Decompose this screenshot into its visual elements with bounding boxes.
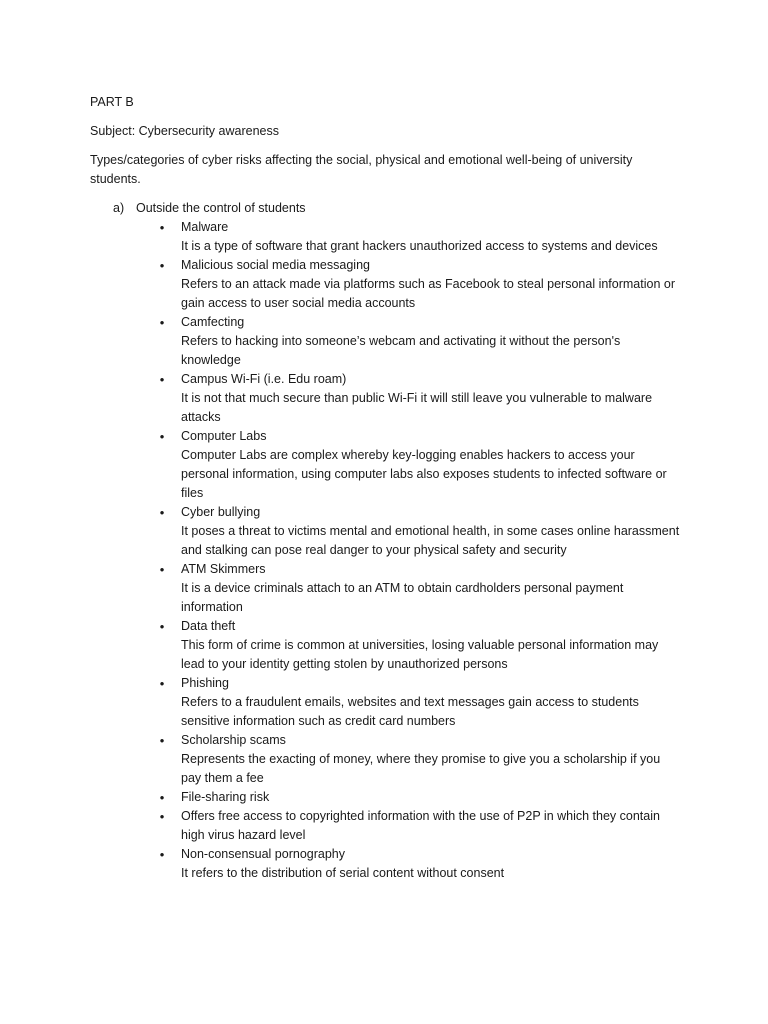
list-item-title: Campus Wi-Fi (i.e. Edu roam) [181,372,347,386]
list-item-description: Refers to a fraudulent emails, websites and text messages gain access to students sensitive information such as credit card numbers [181,695,639,728]
bullet-icon: • [159,505,165,520]
list-item [0,845,681,883]
list-item-text [181,503,681,560]
bullet-icon: • [159,847,165,862]
bullet-icon: • [159,220,165,235]
list-item-text [181,788,681,807]
list-item-text [181,845,681,883]
list-item-description: It is a type of software that grant hackers unauthorized access to systems and devices [181,239,658,253]
list-item-text [181,674,681,731]
list-item [0,788,681,807]
list-item [0,674,681,731]
list-item-title: Computer Labs [181,429,267,443]
list-item-title: Scholarship scams [181,733,286,747]
list-item-title: Malware [181,220,229,234]
list-item-title: File-sharing risk [181,790,270,804]
list-item [0,256,681,313]
list-item-title: Offers free access to copyrighted information with the use of P2P in which they contain high virus hazard level [181,809,660,842]
bullet-icon: • [159,315,165,330]
bullet-icon: • [159,372,165,387]
list-item-text [181,313,681,370]
list-item [0,370,681,427]
list-item-title: Non-consensual pornography [181,847,345,861]
part-heading: PART B [90,95,134,109]
list-item-text [181,560,681,617]
list-item-text [181,370,681,427]
list-item-description: It refers to the distribution of serial content without consent [181,866,505,880]
list-item-text [181,617,681,674]
list-item-description: Refers to hacking into someone’s webcam and activating it without the person's knowledge [181,334,621,367]
bullet-icon: • [159,562,165,577]
bullet-icon: • [159,429,165,444]
bullet-icon: • [159,676,165,691]
list-item [0,617,681,674]
list-item-text [181,256,681,313]
list-item-description: It poses a threat to victims mental and emotional health, in some cases online harassment and stalking can pose real danger to your physical safety and security [181,524,680,557]
list-item-description: It is a device criminals attach to an ATM to obtain cardholders personal payment information [181,581,624,614]
list-item-text [181,807,681,845]
list-item-description: Refers to an attack made via platforms such as Facebook to steal personal information or gain access to user social media accounts [181,277,675,310]
subject-line: Subject: Cybersecurity awareness [90,124,279,138]
list-item-text [181,427,681,503]
list-item [0,807,681,845]
bullet-icon: • [159,258,165,273]
risk-list [0,218,681,883]
section-label: Outside the control of students [136,201,306,215]
bullet-icon: • [159,790,165,805]
list-item-title: Data theft [181,619,236,633]
list-item-title: Phishing [181,676,229,690]
list-item-title: Cyber bullying [181,505,261,519]
list-item [0,731,681,788]
list-item-title: Malicious social media messaging [181,258,370,272]
intro-paragraph: Types/categories of cyber risks affecting the social, physical and emotional well-being of university students. [90,153,633,186]
section-marker: a) [113,201,125,215]
list-item-text [181,731,681,788]
list-item-description: Represents the exacting of money, where they promise to give you a scholarship if you pay them a fee [181,752,661,785]
list-item [0,427,681,503]
list-item-title: Camfecting [181,315,245,329]
list-item-description: It is not that much secure than public Wi-Fi it will still leave you vulnerable to malware attacks [181,391,653,424]
list-item [0,503,681,560]
list-item-description: Computer Labs are complex whereby key-logging enables hackers to access your personal information, using computer labs also exposes students to infected software or files [181,448,667,500]
list-item-description: This form of crime is common at universities, losing valuable personal information may lead to your identity getting stolen by unauthorized persons [181,638,659,671]
bullet-icon: • [159,809,165,824]
list-item [0,560,681,617]
list-item [0,313,681,370]
bullet-icon: • [159,733,165,748]
list-item-text [181,218,681,256]
list-item [0,218,681,256]
list-item-title: ATM Skimmers [181,562,266,576]
bullet-icon: • [159,619,165,634]
